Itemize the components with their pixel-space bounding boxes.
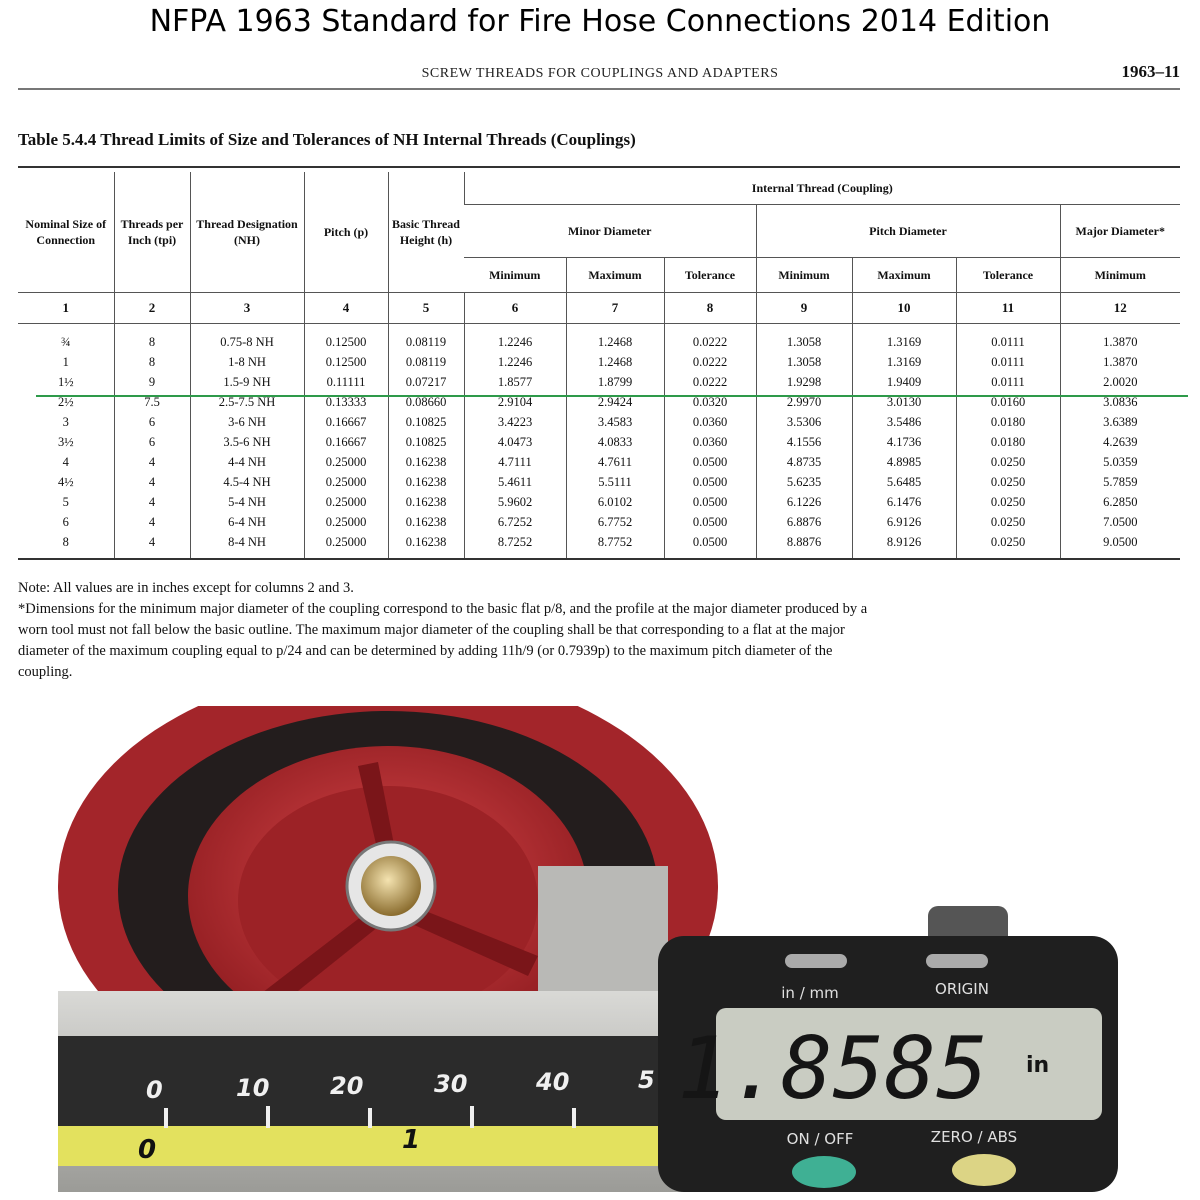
table-row — [18, 372, 1180, 392]
table-cell: 6 — [114, 412, 190, 432]
table-cell: 0.16238 — [388, 452, 464, 472]
table-caption: Table 5.4.4 Thread Limits of Size and Tolerances of NH Internal Threads (Couplings) — [18, 130, 636, 149]
table-cell: 4½ — [57, 475, 74, 489]
running-head — [18, 62, 1180, 90]
table-cell: 6.8876 — [756, 512, 852, 532]
column-number: 11 — [956, 293, 1060, 324]
table-cell: 0.25000 — [304, 532, 388, 559]
label-on-off: ON / OFF — [786, 1130, 854, 1148]
table-cell: 3.6389 — [1060, 412, 1180, 432]
table-cell: 0.0500 — [664, 492, 756, 512]
column-number-row — [18, 293, 1180, 324]
table-cell: 1.8799 — [566, 372, 664, 392]
table-cell: 6-4 NH — [190, 512, 304, 532]
table-cell: 1.2468 — [566, 352, 664, 372]
table-cell: 5.4611 — [464, 472, 566, 492]
table-cell: 0.16667 — [304, 412, 388, 432]
table-cell: 0.0222 — [664, 372, 756, 392]
table-cell: 8.8876 — [756, 532, 852, 559]
table-cell: 0.25000 — [304, 512, 388, 532]
table-row — [18, 452, 1180, 472]
table-cell: 0.0250 — [956, 532, 1060, 559]
table-cell: 3.5306 — [756, 412, 852, 432]
column-number: 4 — [304, 293, 388, 324]
caliper-photo — [58, 706, 1134, 1192]
table-cell: 4.7111 — [464, 452, 566, 472]
scale-number-50: 5 — [638, 1066, 655, 1094]
table-cell: 8-4 NH — [190, 532, 304, 559]
table-cell: 3.0836 — [1060, 392, 1180, 412]
table-cell: 4.8735 — [756, 452, 852, 472]
table-cell: 4 — [114, 452, 190, 472]
table-cell: 5.5111 — [566, 472, 664, 492]
highlight-line — [36, 395, 1188, 397]
label-origin: ORIGIN — [935, 980, 989, 998]
table-cell: 0.08119 — [388, 352, 464, 372]
table-cell: 0.12500 — [304, 324, 388, 353]
thread-limits-table — [18, 172, 1180, 560]
header-major-min: Minimum — [1060, 258, 1180, 293]
table-cell: 0.0360 — [664, 412, 756, 432]
table-cell: 4 — [114, 492, 190, 512]
table-cell: 4 — [114, 532, 190, 559]
table-cell: 2½ — [57, 395, 74, 409]
table-cell: 1.8577 — [464, 372, 566, 392]
scale-number-40: 40 — [536, 1068, 570, 1096]
header-minor-tol: Tolerance — [664, 258, 756, 293]
header-pitch-min: Minimum — [756, 258, 852, 293]
table-cell: 8 — [18, 532, 114, 559]
table-row — [18, 324, 1180, 353]
table-cell: 0.11111 — [304, 372, 388, 392]
column-number: 10 — [852, 293, 956, 324]
header-minor-max: Maximum — [566, 258, 664, 293]
column-number: 6 — [464, 293, 566, 324]
lcd-reading: 1.8585 — [677, 1019, 988, 1119]
table-cell: 0.75-8 NH — [190, 324, 304, 353]
page-title: NFPA 1963 Standard for Fire Hose Connections 2014 Edition — [149, 4, 1051, 39]
table-cell: 2.9104 — [464, 392, 566, 412]
table-body — [18, 293, 1180, 560]
table-cell: 4.2639 — [1060, 432, 1180, 452]
table-cell: 1.2468 — [566, 324, 664, 353]
column-number: 7 — [566, 293, 664, 324]
table-top-rule — [18, 166, 1180, 168]
table-cell: 0.16238 — [388, 532, 464, 559]
table-cell: 4 — [114, 512, 190, 532]
table-cell: 0.25000 — [304, 452, 388, 472]
table-cell: 0.0250 — [956, 452, 1060, 472]
column-number: 3 — [190, 293, 304, 324]
table-cell: 0.08119 — [388, 324, 464, 353]
table-cell: 0.16667 — [304, 432, 388, 452]
column-number: 9 — [756, 293, 852, 324]
table-cell: 3.5-6 NH — [190, 432, 304, 452]
table-cell: 1.2246 — [464, 324, 566, 353]
table-cell: 4-4 NH — [190, 452, 304, 472]
table-cell: 0.13333 — [304, 392, 388, 412]
table-cell: 2.0020 — [1060, 372, 1180, 392]
table-cell: 6 — [114, 432, 190, 452]
table-cell: 0.0180 — [956, 432, 1060, 452]
column-number: 12 — [1060, 293, 1180, 324]
table-cell: 0.0222 — [664, 352, 756, 372]
table-cell: 8.9126 — [852, 532, 956, 559]
table-cell: 5.0359 — [1060, 452, 1180, 472]
table-row — [18, 472, 1180, 492]
table-cell: 1.3058 — [756, 324, 852, 353]
table-cell: 3.4583 — [566, 412, 664, 432]
table-cell: 0.0500 — [664, 472, 756, 492]
table-cell: 6.1476 — [852, 492, 956, 512]
table-cell: 0.25000 — [304, 472, 388, 492]
table-row — [18, 412, 1180, 432]
table-cell: 0.0222 — [664, 324, 756, 353]
table-cell: 4.0833 — [566, 432, 664, 452]
header-pitch-max: Maximum — [852, 258, 956, 293]
table-cell: 3-6 NH — [190, 412, 304, 432]
table-cell: 0.0250 — [956, 472, 1060, 492]
table-row — [18, 352, 1180, 372]
header-pitch-diameter: Pitch Diameter — [756, 205, 1060, 258]
inch-mark-1: 1 — [402, 1125, 421, 1155]
header-minor-diameter: Minor Diameter — [464, 205, 756, 258]
table-cell: 1.3870 — [1060, 352, 1180, 372]
table-cell: 4.1556 — [756, 432, 852, 452]
table-cell: 6.0102 — [566, 492, 664, 512]
table-cell: 0.08660 — [388, 392, 464, 412]
table-cell: 0.16238 — [388, 472, 464, 492]
column-number: 8 — [664, 293, 756, 324]
table-cell: 1.3058 — [756, 352, 852, 372]
table-cell: 1.9409 — [852, 372, 956, 392]
table-cell: 3 — [62, 415, 69, 429]
header-pitch: Pitch (p) — [304, 172, 388, 293]
table-cell: 1½ — [57, 375, 74, 389]
table-row — [18, 532, 1180, 559]
table-cell: 0.0180 — [956, 412, 1060, 432]
table-cell: 1.3169 — [852, 324, 956, 353]
table-cell: 1.3169 — [852, 352, 956, 372]
table-cell: 9.0500 — [1060, 532, 1180, 559]
scale-number-0: 0 — [146, 1076, 163, 1104]
label-zero-abs: ZERO / ABS — [930, 1128, 1018, 1146]
header-designation: Thread Designation (NH) — [190, 172, 304, 293]
table-row — [18, 432, 1180, 452]
table-cell: 5-4 NH — [190, 492, 304, 512]
table-cell: 6.7752 — [566, 512, 664, 532]
column-number: 1 — [18, 293, 114, 324]
table-cell: 1.5-9 NH — [190, 372, 304, 392]
table-cell: 6.1226 — [756, 492, 852, 512]
table-cell: 4.5-4 NH — [190, 472, 304, 492]
table-cell: 4.7611 — [566, 452, 664, 472]
table-cell: 5.6235 — [756, 472, 852, 492]
table-cell: 1-8 NH — [190, 352, 304, 372]
table-cell: 5.6485 — [852, 472, 956, 492]
zero-abs-button — [952, 1154, 1016, 1186]
table-cell: 5.9602 — [464, 492, 566, 512]
table-cell: 0.0360 — [664, 432, 756, 452]
table-cell: 0.0250 — [956, 512, 1060, 532]
table-cell: 0.12500 — [304, 352, 388, 372]
column-number: 2 — [114, 293, 190, 324]
table-cell: 1.9298 — [756, 372, 852, 392]
table-cell: 0.0320 — [664, 392, 756, 412]
table-cell: 0.07217 — [388, 372, 464, 392]
table-cell: 7.0500 — [1060, 512, 1180, 532]
table-notes — [18, 578, 878, 683]
header-major-diameter: Major Diameter* — [1060, 205, 1180, 258]
header-tpi: Threads per Inch (tpi) — [114, 172, 190, 293]
page-number: 1963–11 — [1121, 62, 1180, 81]
table-cell: 1 — [62, 355, 69, 369]
table-cell: 0.0250 — [956, 492, 1060, 512]
table-cell: 8 — [114, 352, 190, 372]
table-cell: 3½ — [57, 435, 74, 449]
table-cell: 4 — [62, 455, 69, 469]
table-cell: 0.0500 — [664, 452, 756, 472]
table-cell: 6.7252 — [464, 512, 566, 532]
table-cell: 0.0500 — [664, 512, 756, 532]
inch-mark-0: 0 — [138, 1135, 157, 1165]
caliper-display-unit — [658, 906, 1118, 1192]
table-cell: 4.1736 — [852, 432, 956, 452]
table-cell: 3.5486 — [852, 412, 956, 432]
label-units: in / mm — [781, 984, 839, 1002]
table-cell: 5.7859 — [1060, 472, 1180, 492]
header-internal-thread: Internal Thread (Coupling) — [464, 172, 1180, 205]
table-cell: 2.5-7.5 NH — [190, 392, 304, 412]
table-cell: 7.5 — [114, 392, 190, 412]
table-cell: 6.9126 — [852, 512, 956, 532]
header-nominal: Nominal Size of Connection — [18, 172, 114, 293]
table-cell: 0.0160 — [956, 392, 1060, 412]
lcd-unit: in — [1026, 1053, 1050, 1078]
table-cell: ¾ — [61, 335, 71, 349]
table-cell: 0.16238 — [388, 512, 464, 532]
header-minor-min: Minimum — [464, 258, 566, 293]
table-cell: 4.0473 — [464, 432, 566, 452]
header-height: Basic Thread Height (h) — [388, 172, 464, 293]
table-cell: 0.0111 — [956, 324, 1060, 353]
scale-number-30: 30 — [434, 1070, 468, 1098]
table-cell: 4.8985 — [852, 452, 956, 472]
note-footnote: *Dimensions for the minimum major diameter of the coupling correspond to the basic flat p/8, and the profile at the major diameter produced by a worn tool must not fall below the basic outline. The maximum major diameter of the coupling shall be that corresponding to a flat at the major diameter of the maximum coupling equal to p/24 and can be determined by adding 11h/9 (or 0.7939p) to the maximum pitch diameter of the coupling. — [18, 601, 868, 680]
table-row — [18, 512, 1180, 532]
table-cell: 8.7252 — [464, 532, 566, 559]
table-cell: 2.9970 — [756, 392, 852, 412]
table-cell: 6 — [62, 515, 69, 529]
table-cell: 5 — [62, 495, 69, 509]
table-cell: 0.0111 — [956, 352, 1060, 372]
table-cell: 0.10825 — [388, 412, 464, 432]
table-cell: 8.7752 — [566, 532, 664, 559]
on-off-button — [792, 1156, 856, 1188]
table-cell: 8 — [114, 324, 190, 353]
table-cell: 1.3870 — [1060, 324, 1180, 353]
table-cell: 3.4223 — [464, 412, 566, 432]
table-cell: 0.0500 — [664, 532, 756, 559]
header-pitch-tol: Tolerance — [956, 258, 1060, 293]
table-cell: 0.16238 — [388, 492, 464, 512]
table-cell: 0.10825 — [388, 432, 464, 452]
table-cell: 1.2246 — [464, 352, 566, 372]
note-units: Note: All values are in inches except for columns 2 and 3. — [18, 580, 354, 596]
scale-number-10: 10 — [236, 1074, 270, 1102]
table-cell: 4 — [114, 472, 190, 492]
table-cell: 0.25000 — [304, 492, 388, 512]
table-cell: 9 — [114, 372, 190, 392]
table-cell: 0.0111 — [956, 372, 1060, 392]
column-number: 5 — [388, 293, 464, 324]
table-cell: 2.9424 — [566, 392, 664, 412]
table-cell: 6.2850 — [1060, 492, 1180, 512]
running-head-section: SCREW THREADS FOR COUPLINGS AND ADAPTERS — [421, 66, 779, 81]
scale-number-20: 20 — [330, 1072, 364, 1100]
table-cell: 3.0130 — [852, 392, 956, 412]
table-row — [18, 492, 1180, 512]
